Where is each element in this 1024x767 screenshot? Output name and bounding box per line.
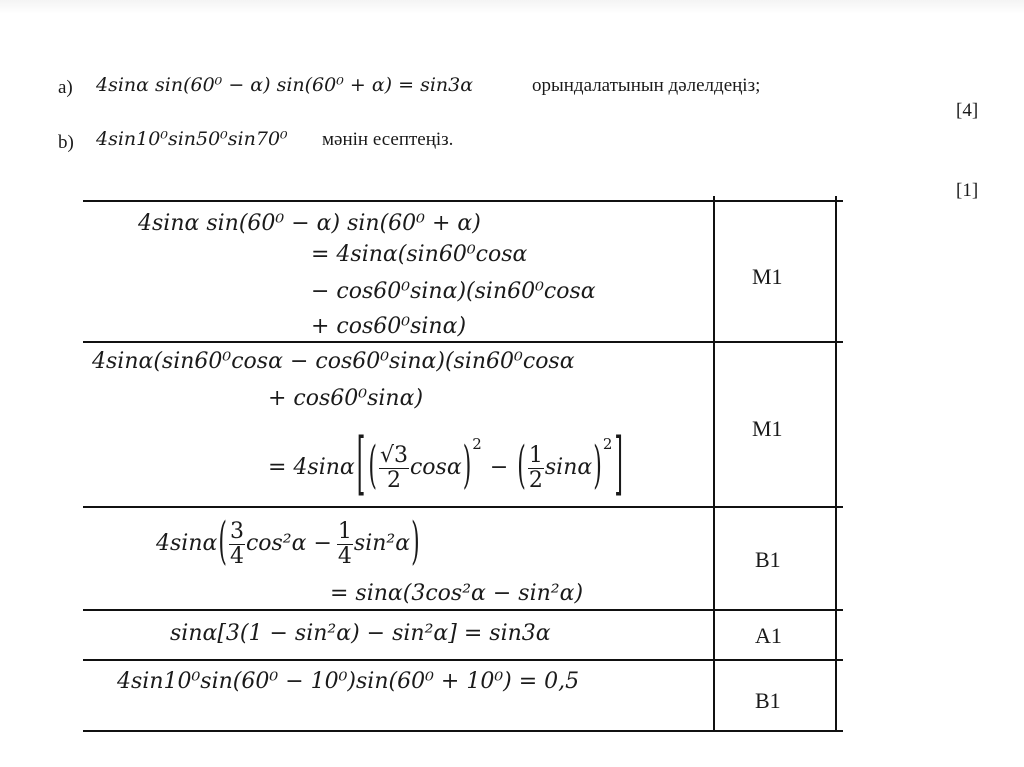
row1-mark: M1 [752, 264, 783, 289]
question-b-text: мәнін есептеңіз. [322, 129, 454, 150]
table-divider [83, 341, 843, 343]
question-b-letter: b) [58, 132, 74, 153]
sin-term: sinα [544, 455, 593, 480]
row3-mark: B1 [755, 547, 781, 572]
table-right-border [835, 196, 837, 732]
row2-line3 [268, 428, 625, 508]
top-rule [0, 0, 1024, 14]
row1-line4: + cos60⁰sinα) [311, 314, 467, 339]
left-bracket: [ [356, 427, 366, 506]
right-paren: ) [462, 438, 472, 496]
question-a-text: орындалатынын дәлелдеңіз; [532, 75, 761, 96]
fraction-root3-over-2 [379, 442, 409, 493]
question-b-expression: 4sin10⁰sin50⁰sin70⁰ [96, 128, 288, 150]
fraction-denominator: 2 [386, 467, 401, 493]
fraction-numerator: √3 [379, 442, 408, 468]
table-divider [83, 659, 843, 661]
fraction-one-quarter [337, 518, 353, 569]
row4-mark: A1 [755, 623, 782, 648]
fraction-denominator: 4 [229, 543, 244, 569]
row2-mark: M1 [752, 416, 783, 441]
question-a-expression: 4sinα sin(60⁰ − α) sin(60⁰ + α) = sin3α [96, 74, 474, 96]
right-paren: ) [593, 438, 602, 496]
exponent: 2 [602, 435, 613, 453]
fraction-one-half [528, 442, 544, 493]
row1-line2: = 4sinα(sin60⁰cosα [311, 242, 528, 267]
row3-prefix: 4sinα [156, 531, 218, 556]
fraction-denominator: 2 [528, 467, 543, 493]
cos-term: cosα [409, 455, 462, 480]
left-paren: ( [368, 438, 377, 496]
cos-squared-term: cos²α − [245, 531, 332, 556]
table-border-top [83, 200, 843, 202]
row1-line3: − cos60⁰sinα)(sin60⁰cosα [311, 279, 596, 304]
row5-mark: B1 [755, 688, 781, 713]
row2-line1: 4sinα(sin60⁰cosα − cos60⁰sinα)(sin60⁰cosα [92, 349, 575, 374]
minus-sign: − [489, 455, 509, 480]
row2-line2: + cos60⁰sinα) [268, 386, 424, 411]
row4-line1: sinα[3(1 − sin²α) − sin²α] = sin3α [170, 621, 551, 646]
row5-line1: 4sin10⁰sin(60⁰ − 10⁰)sin(60⁰ + 10⁰) = 0,5 [117, 669, 580, 694]
table-border-bottom [83, 730, 843, 732]
question-a-letter: a) [58, 77, 73, 98]
row1-line1: 4sinα sin(60⁰ − α) sin(60⁰ + α) [138, 211, 481, 236]
fraction-three-quarters [229, 518, 245, 569]
sin-squared-term: sin²α [353, 531, 411, 556]
question-b-marks: [1] [956, 180, 979, 201]
right-paren: ) [411, 514, 420, 572]
question-a-marks: [4] [956, 100, 979, 121]
table-divider [83, 609, 843, 611]
fraction-numerator: 1 [337, 518, 352, 544]
left-paren: ( [517, 438, 526, 496]
table-column-divider [713, 196, 715, 732]
left-paren: ( [218, 514, 227, 572]
row2-prefix: = 4sinα [268, 455, 355, 480]
row3-line1 [156, 513, 421, 575]
fraction-denominator: 4 [337, 543, 352, 569]
row3-line2: = sinα(3cos²α − sin²α) [330, 581, 584, 606]
fraction-numerator: 1 [528, 442, 543, 468]
fraction-numerator: 3 [229, 518, 244, 544]
exponent: 2 [472, 435, 482, 453]
right-bracket: ] [614, 427, 623, 506]
